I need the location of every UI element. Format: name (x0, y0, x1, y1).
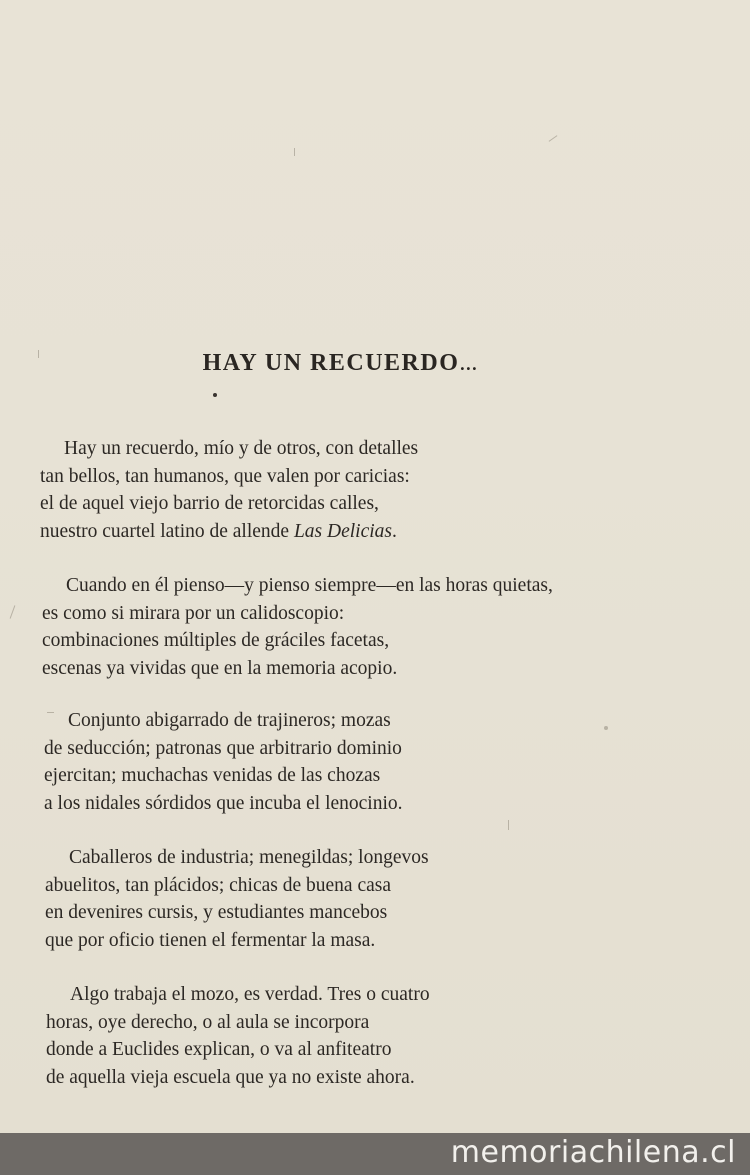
paper-speck (508, 820, 509, 830)
memoriachilena-logo[interactable]: memoriachilena.cl (450, 1135, 736, 1170)
stanza-3 (44, 707, 403, 817)
poem-title-text: HAY UN RECUERDO (202, 350, 460, 376)
verse-line (40, 518, 418, 546)
verse-line: en devenires cursis, y estudiantes mancebos (45, 902, 388, 923)
verse-line: Caballeros de industria; menegildas; longevos (69, 847, 429, 868)
verse-line: Hay un recuerdo, mío y de otros, con detalles (64, 438, 419, 459)
verse-line: combinaciones múltiples de gráciles facetas, (42, 630, 390, 651)
verse-line: abuelitos, tan plácidos; chicas de buena casa (45, 874, 391, 896)
verse-line: donde a Euclides explican, o va al anfiteatro (46, 1039, 392, 1060)
stanza-2 (42, 572, 553, 682)
paper-speck (10, 605, 16, 618)
verse-line: horas, oye derecho, o al aula se incorpora (46, 1011, 370, 1033)
paper-speck (549, 135, 558, 142)
verse-line: que por oficio tienen el fermentar la masa. (45, 929, 376, 951)
verse-line-text: nuestro cuartel latino de allende (40, 520, 290, 542)
verse-line: de aquella vieja escuela que ya no existe ahora. (46, 1066, 415, 1088)
poem-title-ellipsis: ... (459, 350, 478, 376)
verse-line: Cuando en él pienso—y pienso siempre—en las horas quietas, (66, 575, 553, 596)
verse-line: de seducción; patronas que arbitrario dominio (44, 737, 402, 759)
verse-italic-phrase: Las Delicias (293, 520, 392, 542)
stanza-5 (46, 981, 430, 1091)
paper-speck (294, 148, 295, 156)
stanza-1 (40, 435, 418, 545)
paper-speck (47, 712, 54, 713)
verse-line: a los nidales sórdidos que incuba el lenocinio. (44, 792, 403, 814)
paper-speck (604, 726, 608, 730)
verse-line: el de aquel viejo barrio de retorcidas calles, (40, 493, 379, 514)
verse-line: Conjunto abigarrado de trajineros; mozas (68, 710, 391, 731)
verse-line: tan bellos, tan humanos, que valen por caricias: (40, 465, 410, 487)
stanza-4 (45, 844, 429, 954)
verse-line: ejercitan; muchachas venidas de las chozas (44, 765, 381, 786)
verse-line: es como si mirara por un calidoscopio: (42, 602, 345, 624)
poem-title (0, 350, 680, 377)
verse-period: . (392, 520, 397, 542)
ink-mark (213, 393, 217, 397)
verse-line: escenas ya vividas que en la memoria acopio. (42, 657, 398, 679)
verse-line: Algo trabaja el mozo, es verdad. Tres o cuatro (70, 984, 430, 1005)
footer-bar (0, 1133, 750, 1175)
paper-speck (38, 350, 39, 358)
